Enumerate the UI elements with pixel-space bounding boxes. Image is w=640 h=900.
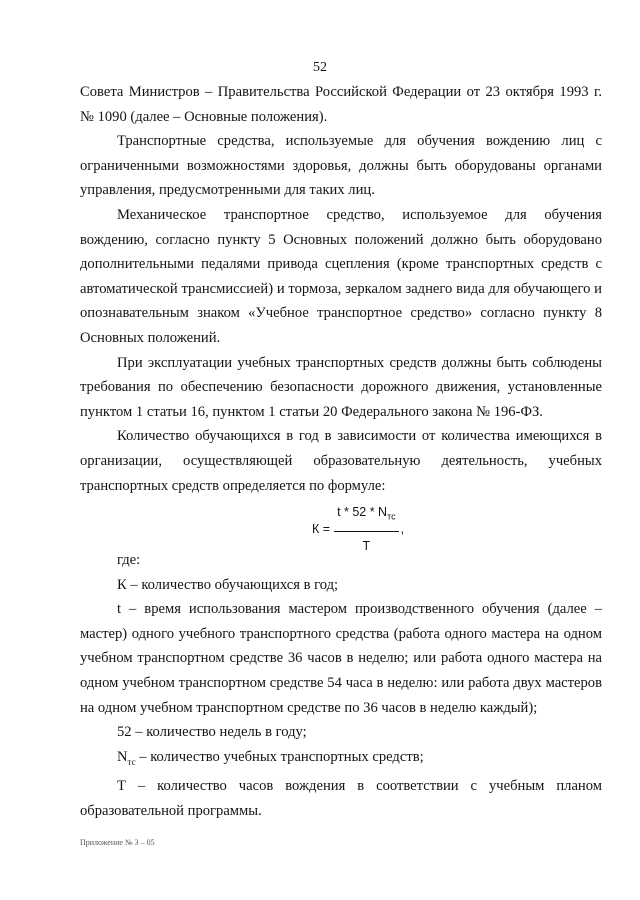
definition-k: К – количество обучающихся в год;: [117, 576, 339, 593]
paragraph-safety-requirements: При эксплуатации учебных транспортных средств должны быть соблюдены требования по обеспечению безопасности дорожного движения, установленные пунктом 1 статьи 16, пунктом 1 статьи 20 Федерального закона № 196-ФЗ.: [80, 354, 602, 420]
formula-row: [80, 498, 602, 554]
definition-ntc-subscript: тс: [127, 756, 136, 767]
definition-t: t – время использования мастером производственного обучения (далее – мастер) одного учебного транспортного средства (работа одного мастера на одном учебном транспортном средстве 36 часов в неделю; или работа одного мастера на одном учебном транспортном средстве 54 часа в неделю: или работа двух мастеров на одном учебном транспортном средстве по 36 часов в неделю каждый);: [80, 601, 602, 716]
formula-numerator-subscript: тс: [387, 511, 396, 522]
paragraph-mechanical-vehicle: Механическое транспортное средство, используемое для обучения вождению, согласно пункту 5 Основных положений должно быть оборудовано дополнительными педалями привода сцепления (кроме транспортных средств с автоматической трансмиссией) и тормоза, зеркалом заднего вида для обучающего и опознавательным знаком «Учебное транспортное средство» согласно пункту 8 Основных положений.: [80, 206, 602, 346]
definition-T: Т – количество часов вождения в соответствии с учебным планом образовательной программы.: [80, 778, 602, 819]
page-body: [80, 80, 602, 824]
definition-ntc-text: – количество учебных транспортных средств;: [135, 748, 424, 765]
formula-numerator-text: t * 52 * N: [337, 505, 388, 520]
paragraph-student-count: Количество обучающихся в год в зависимости от количества имеющихся в организации, осуществляющей образовательную деятельность, учебных транспортных средств определяется по формуле:: [80, 428, 602, 494]
formula-comma: ,: [400, 522, 405, 537]
formula-numerator: [334, 500, 399, 532]
formula: [312, 500, 404, 559]
paragraph-continuation: Совета Министров – Правительства Российской Федерации от 23 октября 1993 г. № 1090 (далее – Основные положения).: [80, 84, 602, 125]
formula-denominator: T: [362, 539, 371, 554]
formula-fraction: [334, 500, 399, 559]
formula-lhs: К =: [312, 522, 331, 537]
where-label: где:: [117, 552, 141, 569]
page-footer: Приложение № 3 – 05: [80, 838, 155, 847]
definition-ntc: [80, 745, 602, 775]
definition-52: 52 – количество недель в году;: [117, 724, 307, 741]
definition-ntc-symbol: N: [117, 748, 128, 765]
paragraph-disabled-vehicles: Транспортные средства, используемые для обучения вождению лиц с ограниченными возможностями здоровья, должны быть оборудованы органами управления, предусмотренными для таких лиц.: [80, 133, 602, 199]
page-number: 52: [313, 60, 327, 75]
